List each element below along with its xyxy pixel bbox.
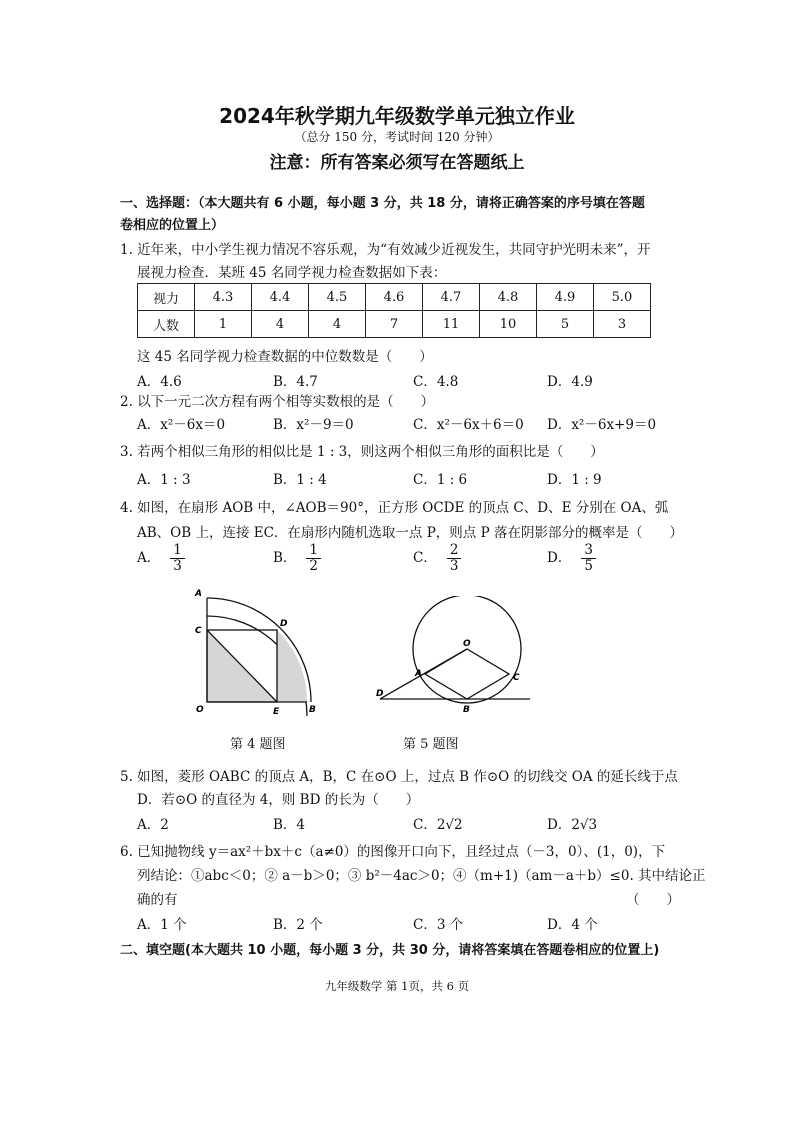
q3-option-c: C．1 : 6 [413, 472, 468, 488]
table-cell: 4.4 [252, 284, 309, 311]
denominator: 2 [309, 557, 319, 574]
q5-line2: D．若⊙O 的直径为 4，则 BD 的长为（ ） [137, 792, 420, 808]
q2-text: 2. 以下一元二次方程有两个相等实数根的是（ ） [120, 394, 435, 410]
q6-line1: 6. 已知抛物线 y＝ax²＋bx＋c（a≠0）的图像开口向下，且经过点（－3，0）、(1，0)，下 [120, 844, 666, 860]
point-label-o: O [463, 639, 471, 649]
point-label-c: C [195, 626, 202, 636]
table-row [138, 311, 651, 338]
q3-option-d: D．1 : 9 [547, 472, 602, 488]
q2-option-d: D．x²－6x+9＝0 [547, 417, 657, 433]
point-label-d: D [280, 619, 288, 629]
figure-5-circle [370, 596, 540, 720]
numerator: 1 [306, 543, 321, 559]
fraction [170, 543, 185, 574]
table-cell: 5.0 [594, 284, 651, 311]
notice: 注意：所有答案必须写在答题纸上 [269, 153, 525, 173]
q2-option-b: B．x²－9＝0 [273, 417, 354, 433]
point-label-c: C [513, 673, 520, 683]
table-cell: 11 [423, 311, 480, 338]
point-label-a: A [195, 589, 202, 599]
figure-5-caption: 第 5 题图 [403, 737, 459, 752]
point-label-b: B [463, 705, 470, 715]
q5-line1: 5. 如图，菱形 OABC 的顶点 A，B，C 在⊙O 上，过点 B 作⊙O 的切线交 OA 的延长线于点 [120, 769, 678, 785]
option-label: A． [137, 549, 161, 566]
option-label: B． [273, 549, 297, 566]
option-label: D． [547, 549, 572, 566]
fraction [447, 543, 462, 574]
figure-4-caption: 第 4 题图 [230, 737, 286, 752]
q4-option-a [137, 543, 185, 574]
table-cell: 4.5 [309, 284, 366, 311]
option-label: C． [413, 549, 437, 566]
table-row [138, 284, 651, 311]
q4-line1: 4. 如图，在扇形 AOB 中，∠AOB＝90°，正方形 OCDE 的顶点 C、D、E 分别在 OA、弧 [120, 500, 669, 516]
q4-option-b [273, 543, 321, 574]
q1-option-a: A．4.6 [137, 374, 182, 390]
q1-option-d: D．4.9 [547, 374, 593, 390]
table-cell: 人数 [138, 311, 195, 338]
point-label-d: D [376, 689, 384, 699]
section2-heading: 二、填空题(本大题共 10 小题，每小题 3 分，共 30 分，请将答案填在答题卷相应的位置上) [120, 943, 660, 958]
fraction [581, 543, 596, 574]
shaded-arc-region [277, 630, 307, 702]
table-cell: 视力 [138, 284, 195, 311]
q1-question: 这 45 名同学视力检查数据的中位数数是（ ） [137, 349, 433, 365]
section1-heading-line1: 一、选择题：（本大题共有 6 小题，每小题 3 分，共 18 分，请将正确答案的序号填在答题 [120, 196, 645, 211]
q6-option-a: A．1 个 [137, 917, 187, 933]
point-label-e: E [273, 707, 280, 717]
table-cell: 7 [366, 311, 423, 338]
table-cell: 4 [252, 311, 309, 338]
q6-line3: 确的有 [137, 892, 178, 908]
q1-line1: 1. 近年来，中小学生视力情况不容乐观，为“有效减少近视发生，共同守护光明未来”，开 [120, 242, 651, 258]
q1-option-c: C．4.8 [413, 374, 459, 390]
numerator: 2 [447, 543, 462, 559]
table-cell: 4.9 [537, 284, 594, 311]
table-cell: 1 [195, 311, 252, 338]
point-label-a: A [415, 669, 422, 679]
rhombus-oabc [425, 649, 509, 699]
q5-option-c: C．2√2 [413, 817, 463, 833]
q4-option-d [547, 543, 596, 574]
table-cell: 4.8 [480, 284, 537, 311]
table-cell: 4.6 [366, 284, 423, 311]
q6-answer-blank: （ ） [626, 892, 680, 908]
point-label-b: B [309, 705, 316, 715]
q4-line2: AB、OB 上，连接 EC．在扇形内随机选取一点 P，则点 P 落在阴影部分的概率是（ ） [137, 525, 683, 541]
table-cell: 4.3 [195, 284, 252, 311]
figure-4-sector [190, 588, 330, 718]
q6-option-d: D．4 个 [547, 917, 598, 933]
denominator: 3 [173, 557, 182, 574]
denominator: 3 [449, 557, 459, 574]
q6-line2: 列结论：①abc＜0；② a－b＞0；③ b²－4ac＞0；④（m+1)（am－a＋b）≤0. 其中结论正 [137, 868, 706, 884]
q3-text: 3. 若两个相似三角形的相似比是 1 : 3，则这两个相似三角形的面积比是（ ） [120, 444, 604, 460]
q6-option-c: C．3 个 [413, 917, 464, 933]
numerator: 1 [170, 543, 185, 559]
q2-option-a: A．x²－6x＝0 [137, 417, 226, 433]
q5-option-a: A．2 [137, 817, 169, 833]
q1-line2: 展视力检查．某班 45 名同学视力检查数据如下表： [137, 265, 447, 281]
q3-option-b: B．1 : 4 [273, 472, 327, 488]
q5-option-b: B．4 [273, 817, 306, 833]
q1-option-b: B．4.7 [273, 374, 318, 390]
fraction [306, 543, 321, 574]
denominator: 5 [584, 557, 593, 574]
q6-option-b: B．2 个 [273, 917, 323, 933]
q5-option-d: D．2√3 [547, 817, 598, 833]
q2-option-c: C．x²－6x＋6＝0 [413, 417, 524, 433]
table-cell: 4.7 [423, 284, 480, 311]
table-cell: 5 [537, 311, 594, 338]
table-cell: 10 [480, 311, 537, 338]
section1-heading-line2: 卷相应的位置上） [120, 218, 225, 233]
q4-option-c [413, 543, 461, 574]
point-label-o: O [196, 705, 204, 715]
numerator: 3 [581, 543, 596, 559]
q3-option-a: A．1 : 3 [137, 472, 191, 488]
page-title: 2024年秋学期九年级数学单元独立作业 [219, 104, 575, 128]
table-cell: 3 [594, 311, 651, 338]
table-cell: 4 [309, 311, 366, 338]
page-footer: 九年级数学 第 1页，共 6 页 [324, 979, 470, 993]
exam-info: （总分 150 分，考试时间 120 分钟） [294, 130, 500, 144]
vision-table [137, 283, 651, 338]
